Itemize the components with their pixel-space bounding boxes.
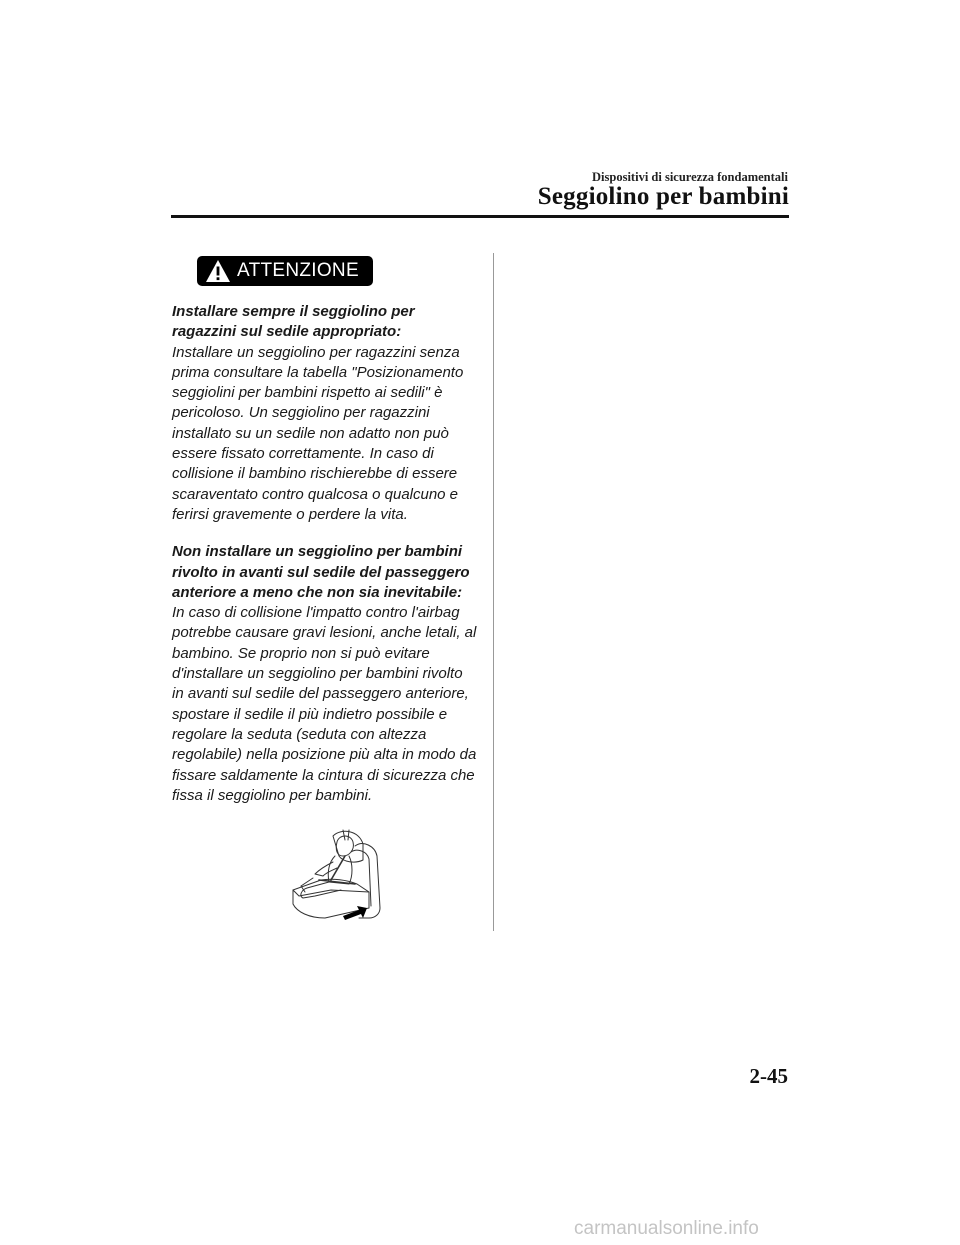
chapter-title: Dispositivi di sicurezza fondamentali	[592, 170, 788, 184]
warning-body	[172, 302, 477, 806]
warning-text-1: Installare un seggiolino per ragazzini senza prima consultare la tabella "Posizionamento seggiolini per bambini rispetto ai sedili" è pericoloso. Un seggiolino per ragazzini installato su un sedile non adatto non può essere fissato correttamente. In caso di collisione il bambino rischierebbe di essere scaraventato contro qualcosa o qualcuno e ferirsi gravemente o perdere la vita.	[172, 343, 464, 523]
section-title: Seggiolino per bambini	[537, 183, 789, 210]
warning-text-2: In caso di collisione l'impatto contro l'airbag potrebbe causare gravi lesioni, anche letali, al bambino. Se proprio non si può evitare d'installare un seggiolino per bambini rivolto in avanti sul sedile del passeggero anteriore, spostare il sedile il più indietro possibile e regolare la seduta (seduta con altezza regolabile) nella posizione più alta in modo da fissare saldamente la cintura di sicurezza che fissa il seggiolino per bambini.	[172, 604, 477, 804]
warning-label: ATTENZIONE	[237, 260, 359, 281]
header-divider	[171, 215, 789, 218]
warning-badge	[197, 256, 373, 286]
warning-lead-1: Installare sempre il seggiolino per ragazzini sul sedile appropriato:	[172, 303, 415, 341]
watermark: carmanualsonline.info	[574, 1218, 759, 1239]
child-seat-illustration	[285, 826, 385, 930]
column-divider	[493, 253, 494, 931]
warning-lead-2: Non installare un seggiolino per bambini rivolto in avanti sul sedile del passeggero anteriore a meno che non sia inevitabile:	[172, 543, 470, 601]
page-number: 2-45	[749, 1064, 788, 1088]
warning-triangle-icon	[205, 259, 231, 283]
